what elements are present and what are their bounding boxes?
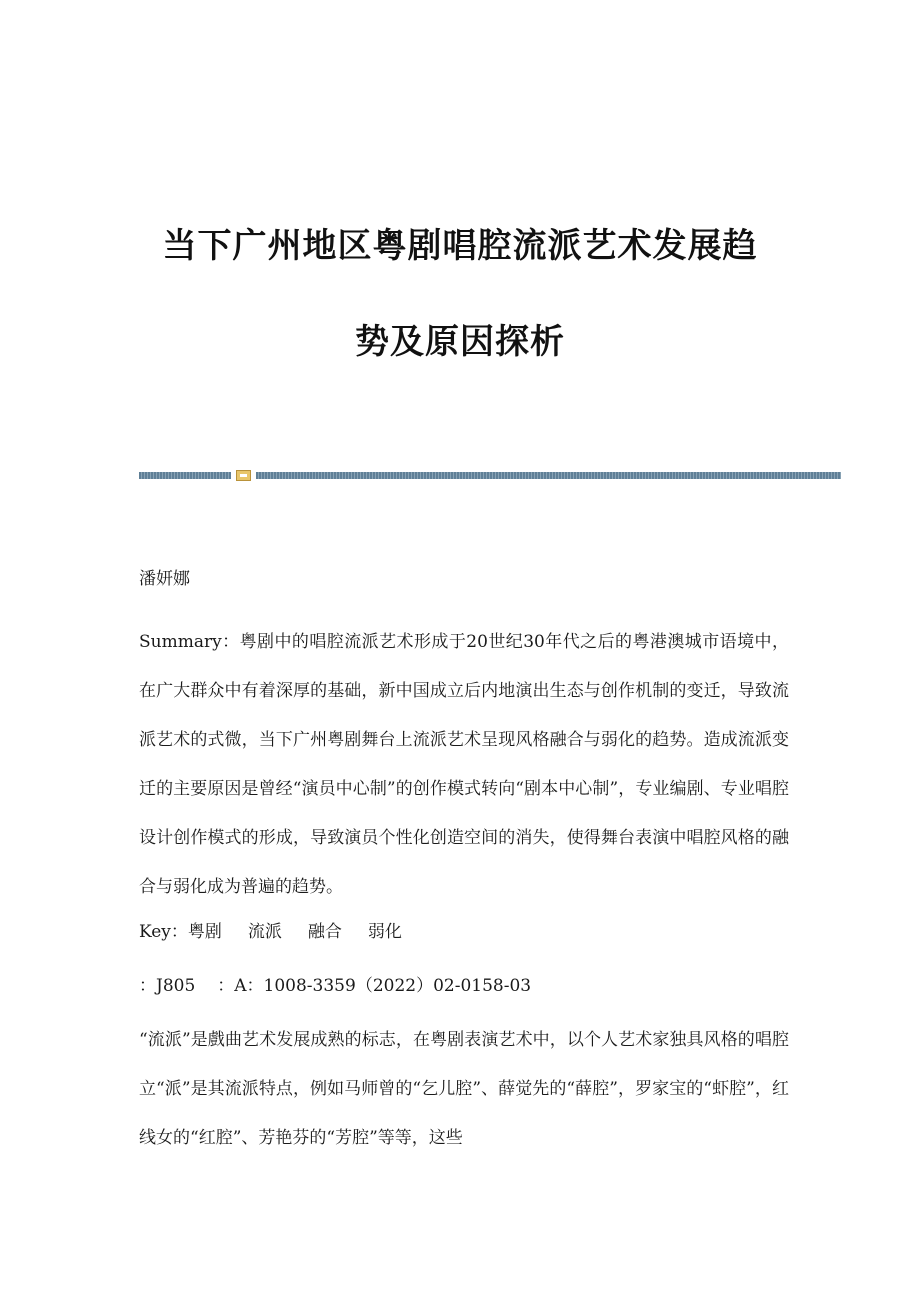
summary-label: Summary： <box>139 632 240 652</box>
keyword-item: 粤剧 <box>187 922 222 942</box>
author-name: 潘妍娜 <box>139 569 190 589</box>
clc-code: ：J805 <box>139 976 196 996</box>
title-divider <box>139 470 841 482</box>
paper-title-line-2: 势及原因探析 <box>355 322 565 362</box>
divider-bar-right <box>256 472 841 479</box>
keyword-item: 流派 <box>247 922 282 942</box>
keywords-line <box>139 908 789 957</box>
classification-codes <box>139 962 789 1011</box>
document-code: ：A：1008-3359（2022）02-0158-03 <box>217 976 532 996</box>
keyword-item: 弱化 <box>367 922 402 942</box>
ornament-icon <box>236 470 251 481</box>
summary-paragraph <box>139 618 789 912</box>
paper-title-line-1: 当下广州地区粤剧唱腔流派艺术发展趋 <box>162 226 758 266</box>
summary-text: 粤剧中的唱腔流派艺术形成于20世纪30年代之后的粤港澳城市语境中，在广大群众中有着深厚的基础，新中国成立后内地演出生态与创作机制的变迁，导致流派艺术的式微，当下广州粤剧舞台上流派艺术呈现风格融合与弱化的趋势。造成流派变迁的主要原因是曾经“演员中心制”的创作模式转向“剧本中心制”，专业编剧、专业唱腔设计创作模式的形成，导致演员个性化创造空间的消失，使得舞台表演中唱腔风格的融合与弱化成为普遍的趋势。 <box>139 632 789 897</box>
divider-bar-left <box>139 472 231 479</box>
keyword-item: 融合 <box>307 922 342 942</box>
keywords-label: Key： <box>139 922 188 942</box>
body-paragraph: “流派”是戲曲艺术发展成熟的标志，在粤剧表演艺术中，以个人艺术家独具风格的唱腔立“派”是其流派特点，例如马师曾的“乞儿腔”、薛觉先的“薛腔”，罗家宝的“虾腔”，红线女的“红腔”、芳艳芬的“芳腔”等等，这些 <box>139 1030 789 1148</box>
